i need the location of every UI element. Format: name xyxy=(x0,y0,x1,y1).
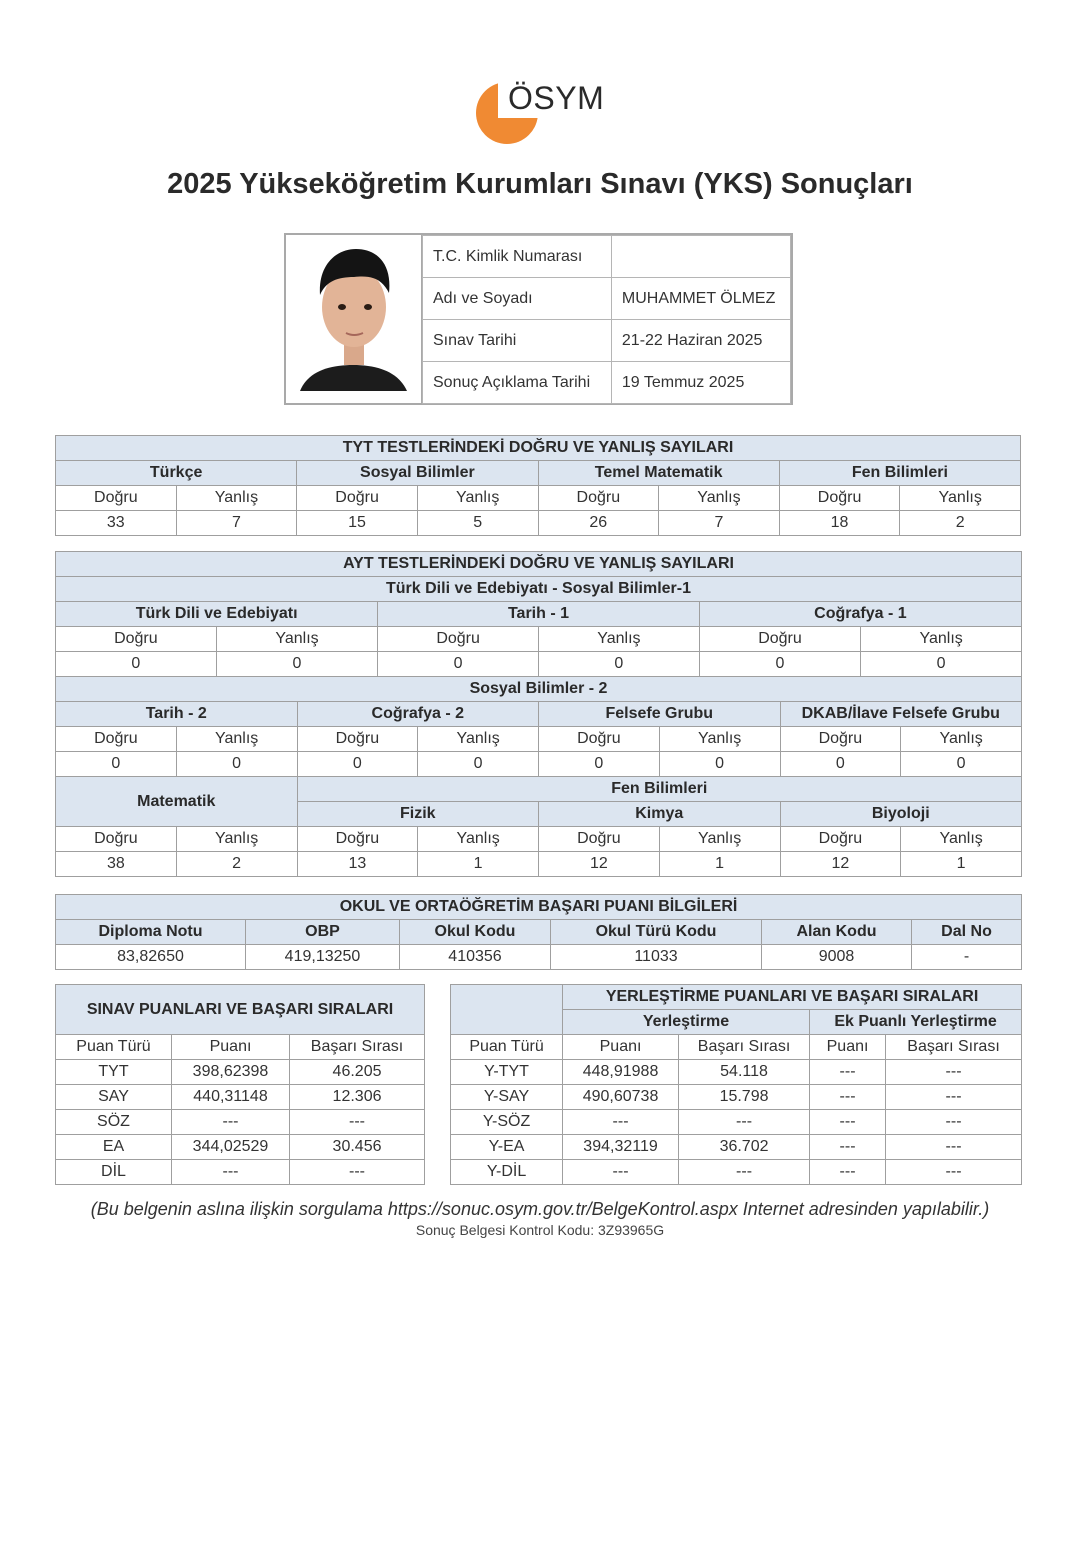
y-score-type: Y-DİL xyxy=(451,1160,563,1185)
dogru-header: Doğru xyxy=(56,827,177,852)
ayt-subject: Tarih - 1 xyxy=(378,602,700,627)
dogru-header: Doğru xyxy=(538,486,659,511)
ayt-subject: Coğrafya - 2 xyxy=(297,702,539,727)
ayt-subject: Tarih - 2 xyxy=(56,702,298,727)
yanlis-header: Yanlış xyxy=(659,486,780,511)
ayt-value: 0 xyxy=(539,752,660,777)
y-score-value: 490,60738 xyxy=(563,1085,679,1110)
y-score-rank: 15.798 xyxy=(679,1085,810,1110)
okul-values-row xyxy=(56,945,1022,970)
ayt-table xyxy=(55,551,1022,877)
dogru-header: Doğru xyxy=(780,727,901,752)
score-rank: 46.205 xyxy=(290,1060,425,1085)
ayt-value: 0 xyxy=(378,652,539,677)
dogru-header: Doğru xyxy=(297,727,418,752)
col-header: Başarı Sırası xyxy=(290,1035,425,1060)
okul-header: Okul Türü Kodu xyxy=(551,920,762,945)
yanlis-header: Yanlış xyxy=(176,727,297,752)
ek-score-rank: --- xyxy=(886,1135,1022,1160)
y-score-type: Y-TYT xyxy=(451,1060,563,1085)
okul-value: 83,82650 xyxy=(56,945,246,970)
scores-table xyxy=(55,984,1022,1185)
ayt-subject: Biyoloji xyxy=(780,802,1022,827)
okul-header: Diploma Notu xyxy=(56,920,246,945)
okul-header: Okul Kodu xyxy=(400,920,551,945)
okul-header: Dal No xyxy=(912,920,1022,945)
ayt-group1-values-row xyxy=(56,652,1022,677)
dogru-header: Doğru xyxy=(539,827,660,852)
score-rank: --- xyxy=(290,1110,425,1135)
tyt-value: 7 xyxy=(659,511,780,536)
yanlis-header: Yanlış xyxy=(861,627,1022,652)
ayt-value: 0 xyxy=(699,652,861,677)
ayt-value: 0 xyxy=(659,752,780,777)
ek-score-rank: --- xyxy=(886,1085,1022,1110)
dogru-header: Doğru xyxy=(56,486,177,511)
ayt-subject: Kimya xyxy=(539,802,781,827)
y-score-rank: 54.118 xyxy=(679,1060,810,1085)
identity-row xyxy=(423,362,791,404)
dogru-header: Doğru xyxy=(539,727,660,752)
identity-row xyxy=(423,278,791,320)
ayt-value: 0 xyxy=(56,652,217,677)
ayt-subject: Felsefe Grubu xyxy=(539,702,781,727)
sinav-title: SINAV PUANLARI VE BAŞARI SIRALARI xyxy=(56,985,425,1035)
ayt-group3-values-row xyxy=(56,852,1022,877)
yanlis-header: Yanlış xyxy=(901,827,1022,852)
okul-value: 11033 xyxy=(551,945,762,970)
score-value: 398,62398 xyxy=(172,1060,290,1085)
y-score-type: Y-SÖZ xyxy=(451,1110,563,1135)
ek-score-value: --- xyxy=(810,1085,886,1110)
ayt-group2-title: Sosyal Bilimler - 2 xyxy=(56,677,1022,702)
y-score-value: 448,91988 xyxy=(563,1060,679,1085)
tyt-values-row xyxy=(56,511,1021,536)
ek-subtitle: Ek Puanlı Yerleştirme xyxy=(810,1010,1022,1035)
y-score-value: --- xyxy=(563,1160,679,1185)
score-row xyxy=(56,1135,1022,1160)
tyt-subject: Türkçe xyxy=(56,461,297,486)
okul-header: OBP xyxy=(246,920,400,945)
ek-score-value: --- xyxy=(810,1110,886,1135)
page-title: 2025 Yükseköğretim Kurumları Sınavı (YKS) Sonuçları xyxy=(167,168,913,200)
name-label: Adı ve Soyadı xyxy=(423,278,612,320)
dogru-header: Doğru xyxy=(297,486,418,511)
identity-row xyxy=(423,320,791,362)
ayt-value: 13 xyxy=(297,852,418,877)
dogru-header: Doğru xyxy=(378,627,539,652)
yanlis-header: Yanlış xyxy=(659,827,780,852)
tyt-table xyxy=(55,435,1021,536)
ayt-value: 1 xyxy=(901,852,1022,877)
ek-score-rank: --- xyxy=(886,1060,1022,1085)
ayt-value: 12 xyxy=(780,852,901,877)
yanlis-header: Yanlış xyxy=(176,827,297,852)
candidate-photo-image xyxy=(286,235,421,403)
yanlis-header: Yanlış xyxy=(900,486,1021,511)
tyt-value: 5 xyxy=(417,511,538,536)
okul-value: 9008 xyxy=(762,945,912,970)
logo-text: ÖSYM xyxy=(508,80,605,116)
yanlis-header: Yanlış xyxy=(539,627,700,652)
tyt-value: 7 xyxy=(176,511,297,536)
identity-row xyxy=(423,236,791,278)
score-row xyxy=(56,1110,1022,1135)
osym-logo xyxy=(476,78,606,144)
y-score-type: Y-SAY xyxy=(451,1085,563,1110)
ek-score-rank: --- xyxy=(886,1160,1022,1185)
tyt-title: TYT TESTLERİNDEKİ DOĞRU VE YANLIŞ SAYILARI xyxy=(56,436,1021,461)
okul-value: - xyxy=(912,945,1022,970)
score-rank: --- xyxy=(290,1160,425,1185)
ayt-subject: Coğrafya - 1 xyxy=(699,602,1021,627)
yanlis-header: Yanlış xyxy=(659,727,780,752)
yer-title: YERLEŞTİRME PUANLARI VE BAŞARI SIRALARI xyxy=(563,985,1022,1010)
score-type: SÖZ xyxy=(56,1110,172,1135)
col-header: Puanı xyxy=(563,1035,679,1060)
ayt-value: 2 xyxy=(176,852,297,877)
yanlis-header: Yanlış xyxy=(418,827,539,852)
ayt-fen-title: Fen Bilimleri xyxy=(297,777,1022,802)
ayt-group1-title: Türk Dili ve Edebiyatı - Sosyal Bilimler-1 xyxy=(56,577,1022,602)
identity-table xyxy=(422,235,791,404)
ayt-value: 1 xyxy=(659,852,780,877)
dogru-header: Doğru xyxy=(56,627,217,652)
dogru-header: Doğru xyxy=(56,727,177,752)
col-header: Puan Türü xyxy=(451,1035,563,1060)
ayt-value: 38 xyxy=(56,852,177,877)
ayt-math-title: Matematik xyxy=(56,777,298,827)
ayt-value: 0 xyxy=(56,752,177,777)
ayt-value: 0 xyxy=(861,652,1022,677)
yanlis-header: Yanlış xyxy=(216,627,378,652)
ayt-value: 0 xyxy=(418,752,539,777)
score-value: --- xyxy=(172,1110,290,1135)
yanlis-header: Yanlış xyxy=(418,727,539,752)
y-score-rank: --- xyxy=(679,1160,810,1185)
score-rank: 30.456 xyxy=(290,1135,425,1160)
dogru-header: Doğru xyxy=(780,827,901,852)
ayt-value: 0 xyxy=(539,652,700,677)
tyt-value: 18 xyxy=(779,511,900,536)
col-header: Puan Türü xyxy=(56,1035,172,1060)
result-date-value: 19 Temmuz 2025 xyxy=(611,362,790,404)
ek-score-value: --- xyxy=(810,1060,886,1085)
col-header: Başarı Sırası xyxy=(679,1035,810,1060)
col-header: Puanı xyxy=(810,1035,886,1060)
ayt-value: 1 xyxy=(418,852,539,877)
ek-score-rank: --- xyxy=(886,1110,1022,1135)
yanlis-header: Yanlış xyxy=(901,727,1022,752)
ayt-value: 0 xyxy=(297,752,418,777)
score-value: --- xyxy=(172,1160,290,1185)
tc-label: T.C. Kimlik Numarası xyxy=(423,236,612,278)
score-type: SAY xyxy=(56,1085,172,1110)
name-value: MUHAMMET ÖLMEZ xyxy=(611,278,790,320)
tyt-value: 2 xyxy=(900,511,1021,536)
score-value: 344,02529 xyxy=(172,1135,290,1160)
tyt-value: 15 xyxy=(297,511,418,536)
col-header: Başarı Sırası xyxy=(886,1035,1022,1060)
okul-value: 419,13250 xyxy=(246,945,400,970)
dogru-header: Doğru xyxy=(699,627,861,652)
identity-box xyxy=(284,233,793,405)
score-type: DİL xyxy=(56,1160,172,1185)
dogru-header: Doğru xyxy=(779,486,900,511)
yanlis-header: Yanlış xyxy=(176,486,297,511)
tyt-subject: Fen Bilimleri xyxy=(779,461,1020,486)
tyt-value: 26 xyxy=(538,511,659,536)
exam-date-value: 21-22 Haziran 2025 xyxy=(611,320,790,362)
score-row xyxy=(56,1085,1022,1110)
ayt-subject: DKAB/İlave Felsefe Grubu xyxy=(780,702,1022,727)
ayt-group2-values-row xyxy=(56,752,1022,777)
yer-subtitle: Yerleştirme xyxy=(563,1010,810,1035)
verification-note: (Bu belgenin aslına ilişkin sorgulama https://sonuc.osym.gov.tr/BelgeKontrol.aspx Internet adresinden yapılabilir.) xyxy=(90,1199,990,1219)
exam-date-label: Sınav Tarihi xyxy=(423,320,612,362)
score-row xyxy=(56,1060,1022,1085)
score-type: EA xyxy=(56,1135,172,1160)
ayt-value: 0 xyxy=(176,752,297,777)
control-code: Sonuç Belgesi Kontrol Kodu: 3Z93965G xyxy=(415,1222,665,1238)
okul-header: Alan Kodu xyxy=(762,920,912,945)
score-rank: 12.306 xyxy=(290,1085,425,1110)
y-score-value: 394,32119 xyxy=(563,1135,679,1160)
ek-score-value: --- xyxy=(810,1135,886,1160)
y-score-rank: --- xyxy=(679,1110,810,1135)
y-score-rank: 36.702 xyxy=(679,1135,810,1160)
y-score-type: Y-EA xyxy=(451,1135,563,1160)
ayt-value: 12 xyxy=(539,852,660,877)
ek-score-value: --- xyxy=(810,1160,886,1185)
result-date-label: Sonuç Açıklama Tarihi xyxy=(423,362,612,404)
candidate-photo xyxy=(286,235,423,403)
y-score-value: --- xyxy=(563,1110,679,1135)
score-value: 440,31148 xyxy=(172,1085,290,1110)
ayt-title: AYT TESTLERİNDEKİ DOĞRU VE YANLIŞ SAYILARI xyxy=(56,552,1022,577)
tyt-subject: Sosyal Bilimler xyxy=(297,461,538,486)
score-row xyxy=(56,1160,1022,1185)
col-header: Puanı xyxy=(172,1035,290,1060)
yanlis-header: Yanlış xyxy=(417,486,538,511)
tc-value xyxy=(611,236,790,278)
ayt-value: 0 xyxy=(216,652,378,677)
ayt-subject: Türk Dili ve Edebiyatı xyxy=(56,602,378,627)
okul-value: 410356 xyxy=(400,945,551,970)
okul-table xyxy=(55,894,1022,970)
ayt-value: 0 xyxy=(901,752,1022,777)
okul-title: OKUL VE ORTAÖĞRETİM BAŞARI PUANI BİLGİLERİ xyxy=(56,895,1022,920)
ayt-subject: Fizik xyxy=(297,802,539,827)
tyt-subject: Temel Matematik xyxy=(538,461,779,486)
dogru-header: Doğru xyxy=(297,827,418,852)
score-type: TYT xyxy=(56,1060,172,1085)
tyt-value: 33 xyxy=(56,511,177,536)
ayt-value: 0 xyxy=(780,752,901,777)
